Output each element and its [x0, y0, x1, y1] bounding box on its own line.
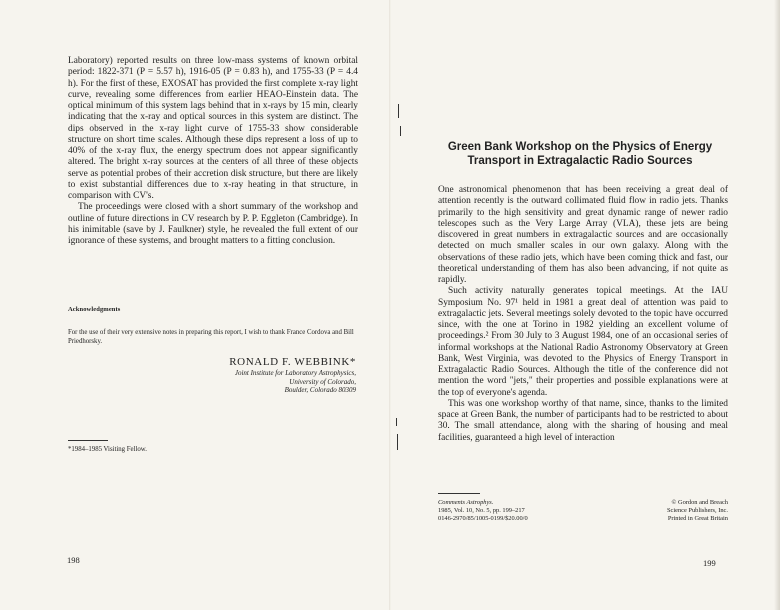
printed-line: Printed in Great Britain — [667, 515, 728, 523]
right-page-body — [438, 185, 728, 444]
paragraph: The proceedings were closed with a short summary of the workshop and outline of future directions in CV research by P. P. Eggleton (Cambridge). In his inimitable (save by J. Faulkner) style, he revealed the full extent of our ignorance of these systems, and brought matters to a fitting conclusion. — [68, 202, 358, 246]
journal-name: Comments Astrophys. — [438, 499, 494, 506]
journal-citation — [438, 499, 528, 524]
margin-mark — [398, 104, 399, 118]
paragraph: One astronomical phenomenon that has been receiving a great deal of attention recently is the outward collimated fluid flow in radio jets. Thanks primarily to the high sensitivity and great dynamic range of newer radio telescopes such as the Very Large Array (VLA), these jets are being discovered in great numbers in extragalactic sources and are occasionally detected on much smaller scales in our own galaxy. Along with the observations of these radio jets, which have been coming thick and fast, our theoretical understanding of them has also been advancing, if not quite as rapidly. — [438, 185, 728, 285]
issn-line: 0146-2970/85/1005-0199/$20.00/0 — [438, 515, 528, 523]
title-line: Green Bank Workshop on the Physics of Energy — [447, 141, 713, 153]
paragraph: Such activity naturally generates topical meetings. At the IAU Symposium No. 97¹ held in 1981 a great deal of attention was paid to extragalactic jets. Several meetings solely devoted to the topic have occurred since, with the one at Torino in 1982 yielding an excellent volume of proceedings.² From 30 July to 3 August 1984, one of an occasional series of informal workshops at the National Radio Astronomy Observatory at Green Bank, West Virginia, was devoted to the Physics of Energy Transport in Extragalactic Radio Sources. Although the title of the conference did not mention the word "jets," their properties and possible explanations were at the top of everyone's agenda. — [438, 286, 728, 398]
margin-mark — [400, 126, 401, 136]
acknowledgments-text: For the use of their very extensive notes in preparing this report, I wish to thank France Cordova and Bill Priedhorsky. — [68, 329, 354, 345]
page-number-right: 199 — [703, 558, 716, 568]
margin-mark — [397, 434, 398, 450]
journal-footer-rule — [438, 493, 480, 494]
acknowledgments-heading: Acknowledgments — [68, 306, 121, 313]
affiliation-line: Joint Institute for Laboratory Astrophysics, — [234, 369, 356, 377]
article-title — [420, 140, 740, 168]
page-number-left: 198 — [67, 555, 80, 565]
citation-line: 1985, Vol. 10, No. 5, pp. 199–217 — [438, 507, 525, 515]
publisher-line: Science Publishers, Inc. — [666, 507, 728, 515]
left-page-body — [68, 56, 358, 247]
paragraph: This was one workshop worthy of that name, since, thanks to the limited space at Green Bank, the number of participants had to be restricted to about 30. The small attendance, along with the sharing of housing and meal facilities, guaranteed a high level of interaction — [438, 398, 728, 443]
author-signature — [160, 356, 356, 395]
title-line: Transport in Extragalactic Radio Sources — [467, 155, 693, 167]
paragraph: Laboratory) reported results on three low-mass systems of known orbital period: 1822-371 (P = 5.57 h), 1916-05 (P = 0.83 h), and 1755-33 (P = 4.4 h). For the first of these, EXOSAT has provided the first complete x-ray light curve, revealing some differences from earlier HEAO-Einstein data. The optical minimum of this system lags behind that in x-rays by 15 min, clearly indicating that the x-ray and optical sources in this system are distinct. The dips observed in the x-ray light curve of 1755-33 show considerable structure on short time scales. Although these dips represent a loss of up to 40% of the x-ray flux, the energy spectrum does not appear significantly altered. The bright x-ray sources at the centers of all three of these objects serve as potential probes of their accretion disk structure, but there are likely to exist substantial differences due to x-ray heating in that structure, in comparison with CV's. — [68, 56, 358, 201]
author-name: RONALD F. WEBBINK* — [229, 356, 356, 368]
margin-mark — [396, 418, 397, 426]
page-edge — [774, 0, 780, 610]
copyright-line: © Gordon and Breach — [671, 499, 728, 506]
footnote-rule — [68, 440, 108, 441]
publisher-info — [634, 499, 728, 524]
affiliation-line: University of Colorado, — [289, 377, 356, 386]
footnote: *1984–1985 Visiting Fellow. — [68, 446, 147, 453]
affiliation-line: Boulder, Colorado 80309 — [284, 386, 356, 395]
page-gutter — [389, 0, 391, 610]
